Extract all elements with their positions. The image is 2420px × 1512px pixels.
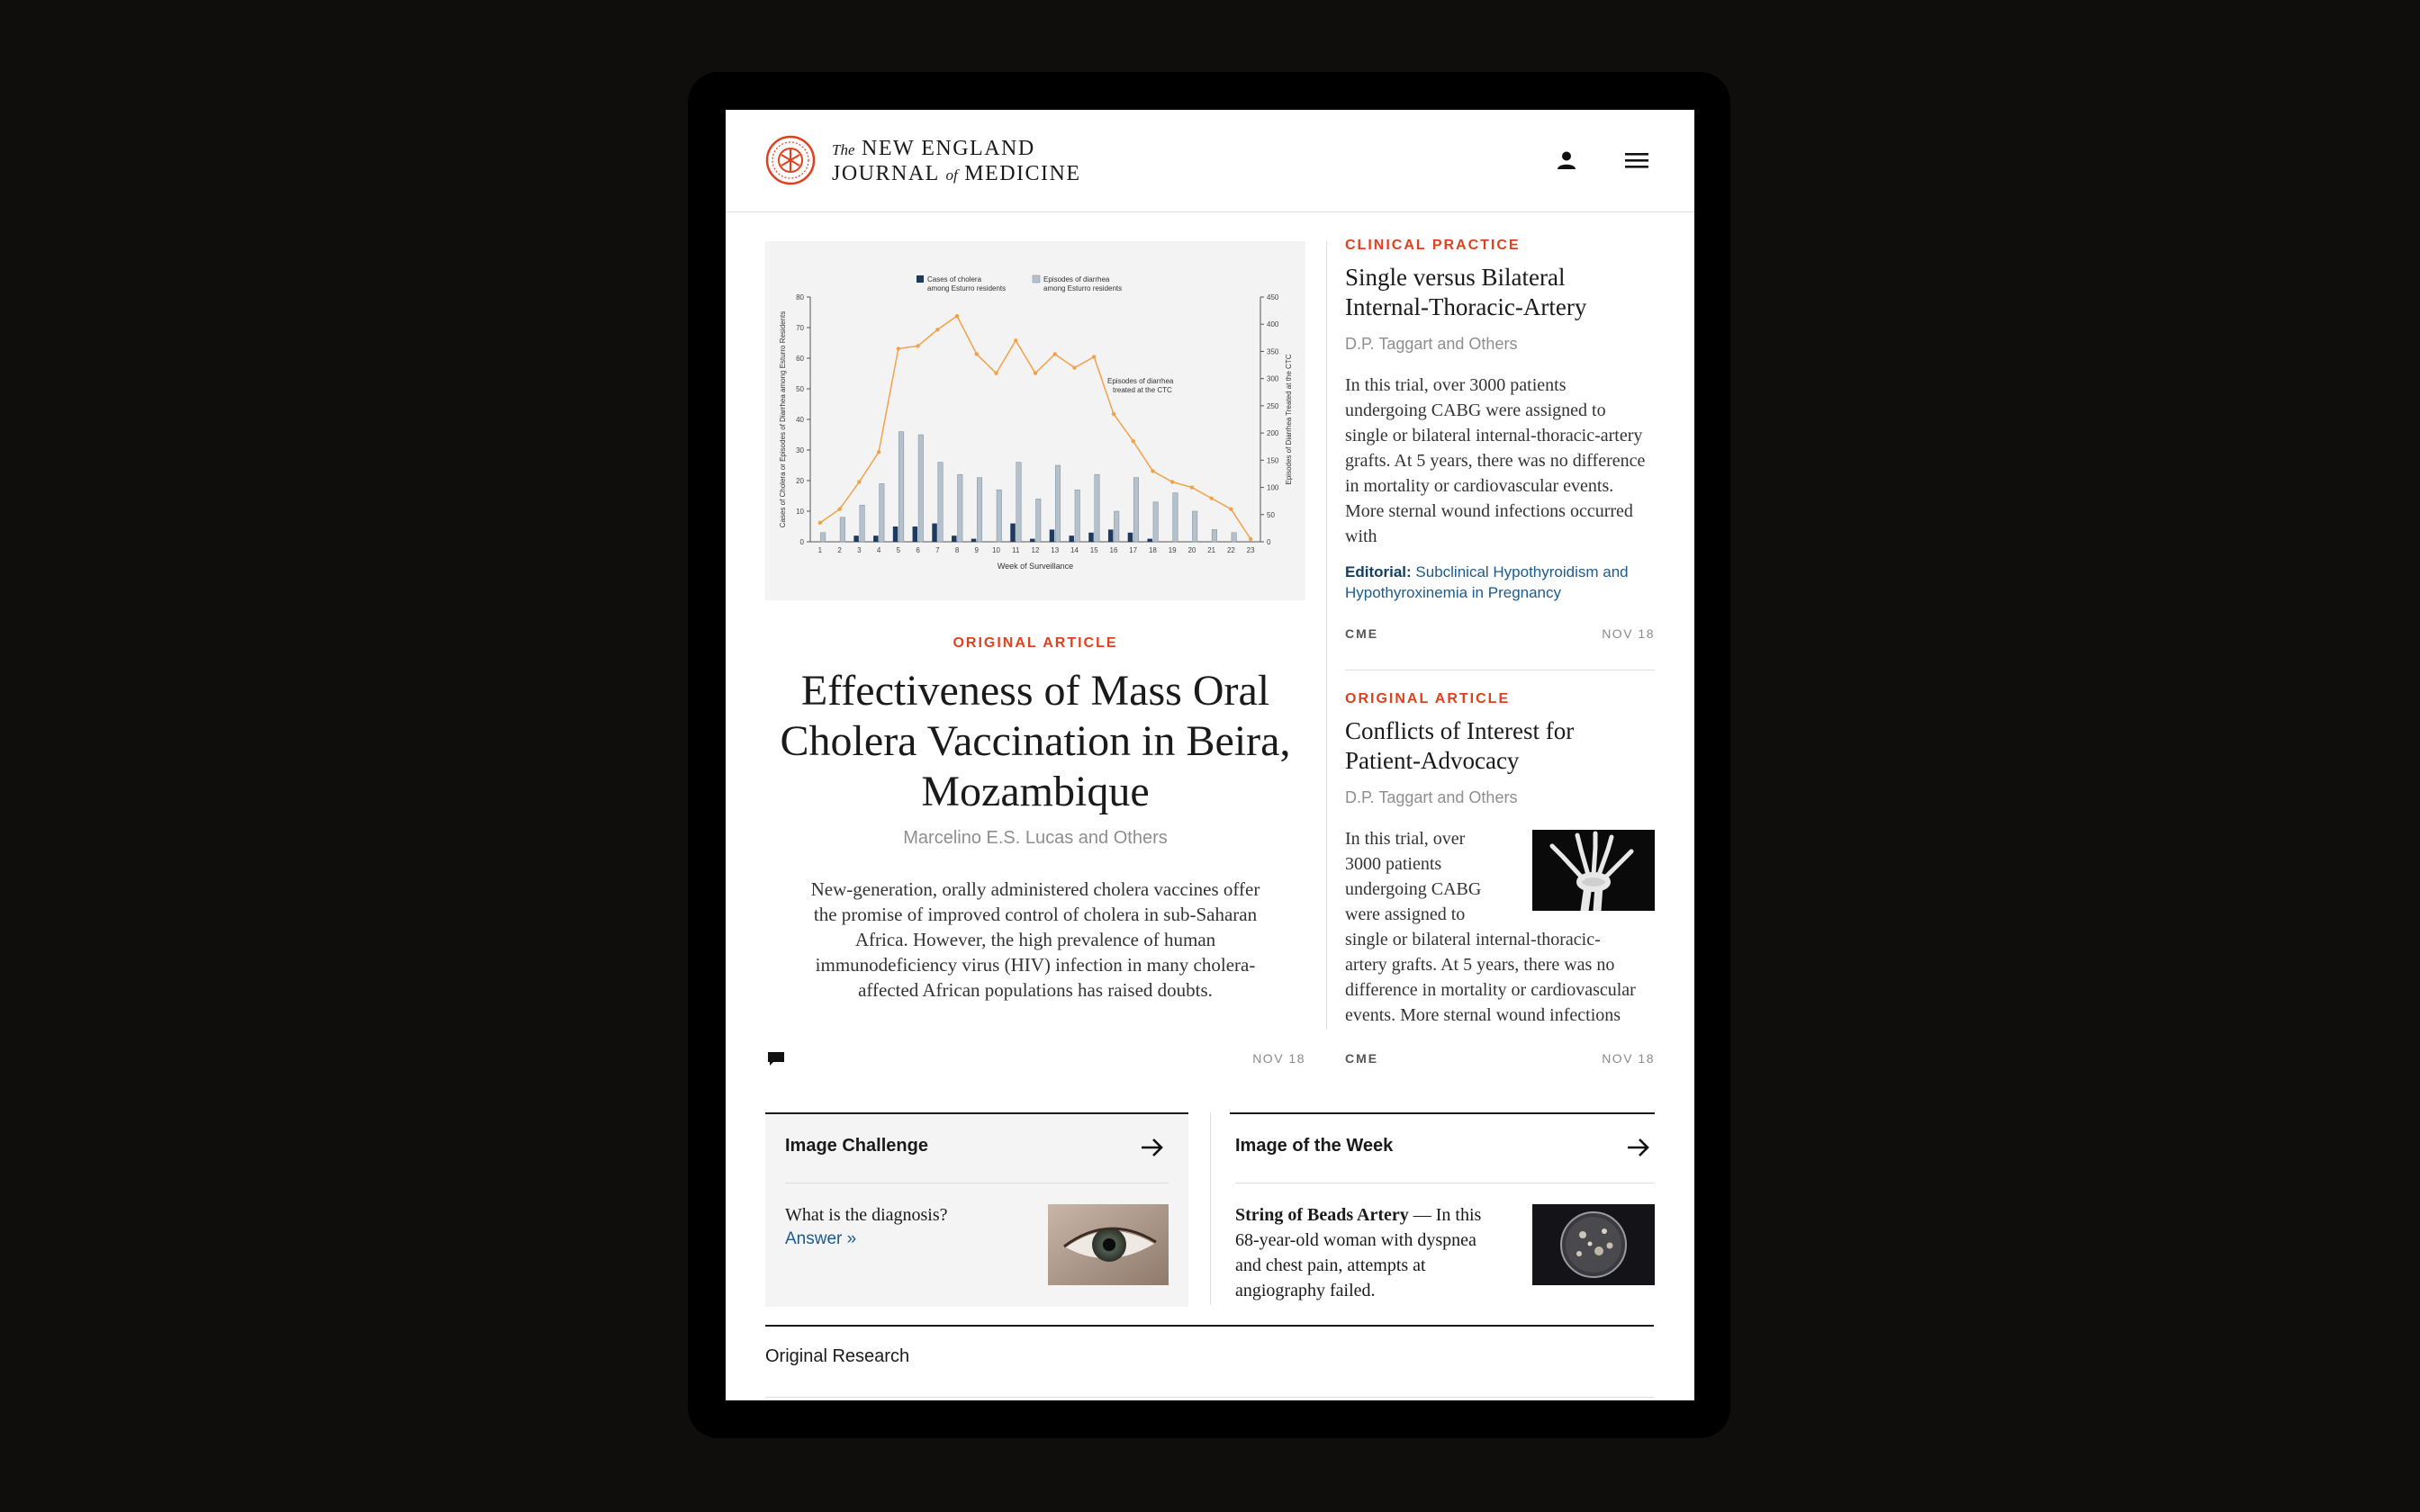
a1-cme-badge: CME [1345,626,1379,641]
bar-cholera [853,536,859,542]
ctc-point [1072,365,1076,369]
ctc-point [1053,352,1057,356]
nejm-wordmark[interactable] [832,137,1081,187]
a1-date: NOV 18 [1602,626,1655,641]
week-line: — In this [1413,1205,1482,1225]
bar-diarrhea [1075,490,1080,542]
x-tick-label: 14 [1070,546,1079,554]
y2-tick-label: 200 [1267,429,1279,438]
ctc-point [1249,537,1252,541]
ctc-point [1131,439,1134,443]
bar-cholera [893,526,898,542]
y2-tick-label: 0 [1267,538,1271,546]
bar-cholera [1088,533,1094,542]
week-line: angiography failed. [1235,1281,1376,1300]
ctc-point [897,346,900,350]
editorial-title: Subclinical Hypothyroidism and Hypothyroxinemia in Pregnancy [1345,563,1629,601]
tablet-screen [726,110,1694,1400]
a2-line: single or bilateral internal-thoracic- [1345,930,1601,950]
user-icon [1557,150,1576,170]
feature-authors: Marcelino E.S. Lucas and Others [903,828,1168,848]
a2-kicker[interactable]: ORIGINAL ARTICLE [1345,691,1511,706]
bar-diarrhea [958,474,963,542]
a2-line: In this trial, over [1345,829,1466,849]
bar-diarrhea [1055,465,1061,542]
feature-date: NOV 18 [1252,1051,1305,1066]
y-tick-label: 60 [796,355,804,363]
brand-the: The [832,141,855,158]
original-research-heading[interactable]: Original Research [765,1346,910,1366]
y-tick-label: 10 [796,508,804,516]
bar-diarrhea [938,463,944,542]
legend-swatch-diarrhea [1033,275,1040,283]
ctc-point [1112,412,1115,416]
arrow-right-icon[interactable] [1140,1138,1165,1157]
challenge-answer-link[interactable]: Answer » [785,1229,857,1248]
x-tick-label: 19 [1168,546,1177,554]
week-caption[interactable] [1235,1202,1505,1303]
feature-kicker[interactable]: ORIGINAL ARTICLE [953,635,1118,651]
ctc-line [820,316,1251,539]
x-tick-label: 2 [837,546,842,554]
bar-diarrhea [1212,529,1217,542]
brand-line1: NEW ENGLAND [862,137,1035,160]
y2-tick-label: 350 [1267,347,1279,356]
bar-cholera [1108,529,1114,542]
brand-of: of [945,166,958,184]
site-header [726,110,1694,212]
original-research-section [765,1325,1654,1367]
hand-xray-thumbnail[interactable] [1532,830,1655,911]
a2-title[interactable]: Conflicts of Interest for Patient-Advocacy [1345,717,1575,774]
bar-diarrhea [997,490,1002,542]
x-tick-label: 3 [857,546,862,554]
x-tick-label: 6 [916,546,920,554]
y-tick-label: 20 [796,477,804,485]
x-tick-label: 1 [817,546,823,554]
y-tick-label: 70 [796,324,804,332]
ctc-point [975,352,979,356]
ctc-point [1229,508,1233,511]
ctc-point [837,508,841,511]
y2-tick-label: 400 [1267,320,1279,329]
petri-dish-thumbnail[interactable] [1532,1204,1655,1285]
a2-line: artery grafts. At 5 years, there was no [1345,955,1615,975]
bar-diarrhea [977,478,982,542]
x-tick-label: 11 [1012,546,1020,554]
x-tick-label: 17 [1129,546,1138,554]
cards-divider [1210,1112,1211,1305]
legend-label-diarrhea: Episodes of diarrhea [1043,275,1110,284]
ctc-point [955,314,959,318]
image-challenge-card[interactable] [765,1112,1188,1307]
x-tick-label: 10 [992,546,1000,554]
feature-figure[interactable] [765,241,1305,600]
x-tick-label: 5 [896,546,901,554]
bar-cholera [952,536,957,542]
x-tick-label: 23 [1246,546,1255,554]
bar-diarrhea [880,483,885,542]
y-tick-label: 40 [796,416,804,424]
image-of-week-card[interactable] [1230,1112,1655,1307]
feature-summary: New-generation, orally administered cholera vaccines offer the promise of improved control of cholera in sub-Saharan Africa. However, the high prevalence of human immunodeficiency virus (HIV) infection in many cholera-affected African populations has raised doubts. [810,878,1260,1001]
a1-authors: D.P. Taggart and Others [1345,335,1518,353]
bar-diarrhea [840,518,845,542]
x-tick-label: 4 [876,546,881,554]
nejm-seal-icon[interactable] [765,135,816,185]
bar-cholera [1030,539,1035,542]
ctc-point [935,328,939,331]
x-tick-label: 9 [974,546,980,554]
y2-tick-label: 100 [1267,483,1279,492]
ctc-point [1151,469,1154,472]
account-button[interactable] [1550,144,1583,176]
editorial-label: Editorial: [1345,563,1412,580]
bar-cholera [873,536,879,542]
bar-diarrhea [1192,511,1197,542]
bar-diarrhea [820,533,826,542]
x-axis-label: Week of Surveillance [997,562,1074,571]
x-tick-label: 18 [1148,546,1157,554]
feature-title[interactable]: Effectiveness of Mass Oral Cholera Vaccination in Beira, Mozambique [780,667,1291,815]
bar-diarrhea [1114,511,1119,542]
week-title: String of Beads Artery [1235,1205,1409,1225]
ctc-point [1190,485,1194,489]
a2-authors: D.P. Taggart and Others [1345,788,1518,806]
x-tick-label: 22 [1226,546,1235,554]
a1-editorial-link[interactable] [1345,562,1655,603]
bar-diarrhea [1153,502,1159,542]
section-divider [765,1397,1654,1398]
bar-cholera [1050,529,1055,542]
x-tick-label: 16 [1109,546,1118,554]
a2-line: 3000 patients [1345,854,1442,874]
ctc-point [877,450,880,454]
x-tick-label: 20 [1187,546,1196,554]
y2-tick-label: 50 [1267,510,1275,519]
x-tick-label: 12 [1031,546,1040,554]
card-separator [785,1183,1169,1184]
ctc-point [1209,496,1213,500]
bar-diarrhea [1036,499,1042,542]
x-tick-label: 21 [1207,546,1216,554]
x-tick-label: 7 [935,546,940,554]
bar-diarrhea [1173,493,1178,542]
bar-diarrhea [1232,533,1237,542]
legend-swatch-cholera [917,275,924,283]
y-axis-label: Cases of Cholera or Episodes of Diarrhea among Esturro Residents [779,310,787,528]
a2-date: NOV 18 [1602,1051,1655,1066]
menu-button[interactable] [1621,144,1653,176]
y-tick-label: 50 [796,385,804,393]
brand-line2a: JOURNAL [832,162,939,185]
y-tick-label: 30 [796,446,804,454]
ctc-point [818,521,822,525]
bar-cholera [1069,536,1074,542]
legend-label-cholera: Cases of cholera [927,275,982,284]
week-line: 68-year-old woman with dyspnea [1235,1230,1476,1250]
column-divider [1326,241,1327,1030]
a2-line: difference in mortality or cardiovascular [1345,980,1636,1000]
y2-tick-label: 450 [1267,293,1279,302]
y2-axis-label: Episodes of Diarrhea Treated at the CTC [1285,354,1293,485]
x-tick-label: 15 [1089,546,1098,554]
a2-line: undergoing CABG [1345,879,1482,899]
y-tick-label: 0 [799,538,804,546]
bar-cholera [1010,524,1016,542]
ctc-annotation: treated at the CTC [1113,386,1172,394]
ctc-point [1034,371,1037,374]
bar-diarrhea [860,505,865,542]
week-line: and chest pain, attempts at [1235,1256,1426,1275]
arrow-right-icon[interactable] [1626,1138,1651,1157]
card-separator [1235,1183,1655,1184]
legend-label-cholera: among Esturro residents [927,284,1007,292]
ctc-point [994,371,998,374]
ctc-annotation: Episodes of diarrhea [1107,377,1174,385]
ctc-point [1170,480,1174,483]
image-challenge-heading[interactable]: Image Challenge [785,1136,928,1156]
bar-cholera [1147,539,1152,542]
a2-cme-badge: CME [1345,1051,1379,1066]
brand-line2b: MEDICINE [964,162,1081,185]
bar-diarrhea [898,432,904,542]
eye-thumbnail[interactable] [1048,1204,1169,1285]
legend-label-diarrhea: among Esturro residents [1043,284,1123,292]
a2-line: were assigned to [1345,904,1466,924]
a2-line: events. More sternal wound infections [1345,1005,1621,1025]
menu-icon [1625,151,1648,169]
bar-cholera [1128,533,1133,542]
ctc-point [857,480,861,483]
cholera-chart [765,241,1305,600]
bar-diarrhea [918,435,924,542]
bar-diarrhea [1095,474,1100,542]
ctc-point [1092,355,1096,358]
image-of-week-heading[interactable]: Image of the Week [1235,1136,1394,1156]
challenge-question[interactable]: What is the diagnosis? [785,1205,948,1225]
bar-diarrhea [1016,463,1022,542]
y2-tick-label: 300 [1267,374,1279,383]
bar-diarrhea [1133,478,1139,542]
y2-tick-label: 250 [1267,401,1279,410]
x-tick-label: 13 [1051,546,1060,554]
bar-cholera [971,539,977,542]
bar-cholera [913,526,918,542]
x-tick-label: 8 [954,546,960,554]
a1-summary: In this trial, over 3000 patients undergoing CABG were assigned to single or bilateral internal-thoracic-artery grafts. At 5 years, there was no difference in mortality or cardiovascular events. More sternal wound infections occurred with [1345,375,1646,546]
y2-tick-label: 150 [1267,456,1279,465]
ctc-point [1014,338,1017,342]
comment-icon[interactable] [767,1051,785,1067]
ctc-point [916,344,919,347]
a1-title[interactable]: Single versus Bilateral Internal-Thoracic-Artery [1345,264,1587,320]
a1-kicker[interactable]: CLINICAL PRACTICE [1345,238,1521,253]
bar-cholera [932,524,937,542]
y-tick-label: 80 [796,293,804,302]
